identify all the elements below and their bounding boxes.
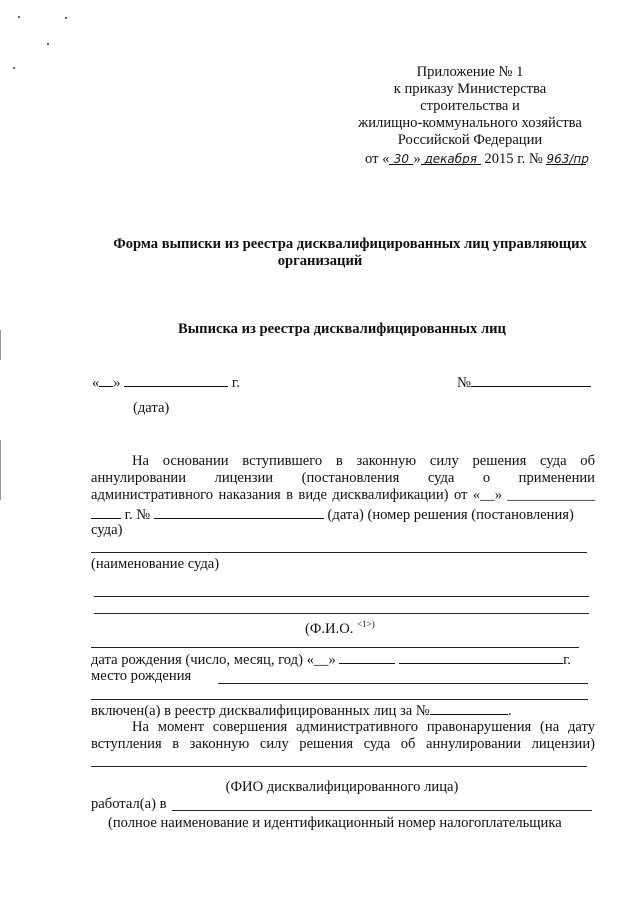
appendix-line: Приложение № 1 — [416, 64, 524, 80]
paragraph1-line4: г. № (дата) (номер решения (постановления) — [91, 505, 574, 523]
birth-year-blank — [399, 650, 563, 664]
birth-date-row: дата рождения (число, месяц, год) «__» г. — [91, 652, 572, 668]
handwritten-day: 30 — [389, 151, 413, 165]
full-name-caption: (полное наименование и идентификационный номер налогоплательщика — [108, 815, 562, 831]
birth-place-row: место рождения — [91, 668, 192, 684]
court-name-line — [91, 552, 587, 553]
fio-line-3 — [91, 647, 579, 648]
fio-caption: (Ф.И.О. $^{<1>)}$ — [305, 619, 375, 637]
fio-line-1 — [94, 596, 589, 597]
fio-disq-caption: (ФИО дисквалифицированного лица) — [225, 779, 459, 795]
paragraph2-line2: вступления в законную силу решения суда об аннулировании лицензии) — [91, 736, 595, 752]
birth-place-line — [218, 683, 588, 684]
paragraph1-line2: аннулировании лицензии (постановления суда о применении — [91, 470, 595, 486]
form-title-line1: Форма выписки из реестра дисквалифицированных лиц управляющих — [113, 236, 587, 252]
paragraph1-line5: суда) — [91, 522, 123, 538]
registry-number-blank — [430, 701, 508, 715]
footnote-ref: <1>) — [357, 619, 375, 629]
month-blank — [124, 373, 228, 387]
extract-number-row: № — [457, 373, 591, 391]
paragraph1-line3: административного наказания в виде дисквалификации) от «__» ____________ — [91, 487, 595, 503]
birth-place-line-2 — [91, 699, 588, 700]
paragraph1-line1: На основании вступившего в законную силу решения суда об — [132, 453, 595, 469]
court-caption: (наименование суда) — [91, 556, 220, 572]
extract-date-row: « » г. — [92, 375, 240, 391]
registry-included-row: включен(а) в реестр дисквалифицированных лиц за № . — [91, 703, 512, 719]
appendix-line: к приказу Министерства — [393, 81, 547, 97]
date-prefix: от « — [365, 151, 390, 167]
handwritten-month: декабря — [421, 151, 481, 165]
fio-line-2 — [94, 613, 589, 614]
scan-speck — [13, 67, 15, 69]
worked-at-row: работал(а) в — [91, 796, 167, 812]
birth-month-blank — [339, 650, 395, 664]
appendix-date-line — [365, 151, 589, 167]
appendix-line: Российской Федерации — [397, 132, 543, 148]
date-quote-close: » — [413, 151, 421, 167]
number-blank — [471, 373, 591, 387]
year-blank — [91, 505, 121, 519]
scan-speck — [18, 16, 20, 18]
extract-title: Выписка из реестра дисквалифицированных лиц — [178, 321, 506, 337]
scan-speck — [65, 17, 67, 19]
handwritten-order-number: 963/пр — [546, 152, 589, 166]
day-blank — [99, 373, 113, 387]
worked-at-line — [172, 810, 592, 811]
disq-person-line — [91, 766, 587, 767]
scan-speck — [47, 43, 49, 45]
date-caption: (дата) — [133, 400, 170, 416]
year-text: 2015 г. № — [484, 151, 543, 167]
scan-edge-mark — [0, 440, 1, 500]
form-title-line2: организаций — [277, 253, 363, 269]
decision-number-blank — [154, 505, 324, 519]
appendix-line: строительства и — [420, 98, 520, 114]
appendix-line: жилищно-коммунального хозяйства — [358, 115, 582, 131]
paragraph2-line1: На момент совершения административного правонарушения (на дату — [132, 719, 595, 735]
